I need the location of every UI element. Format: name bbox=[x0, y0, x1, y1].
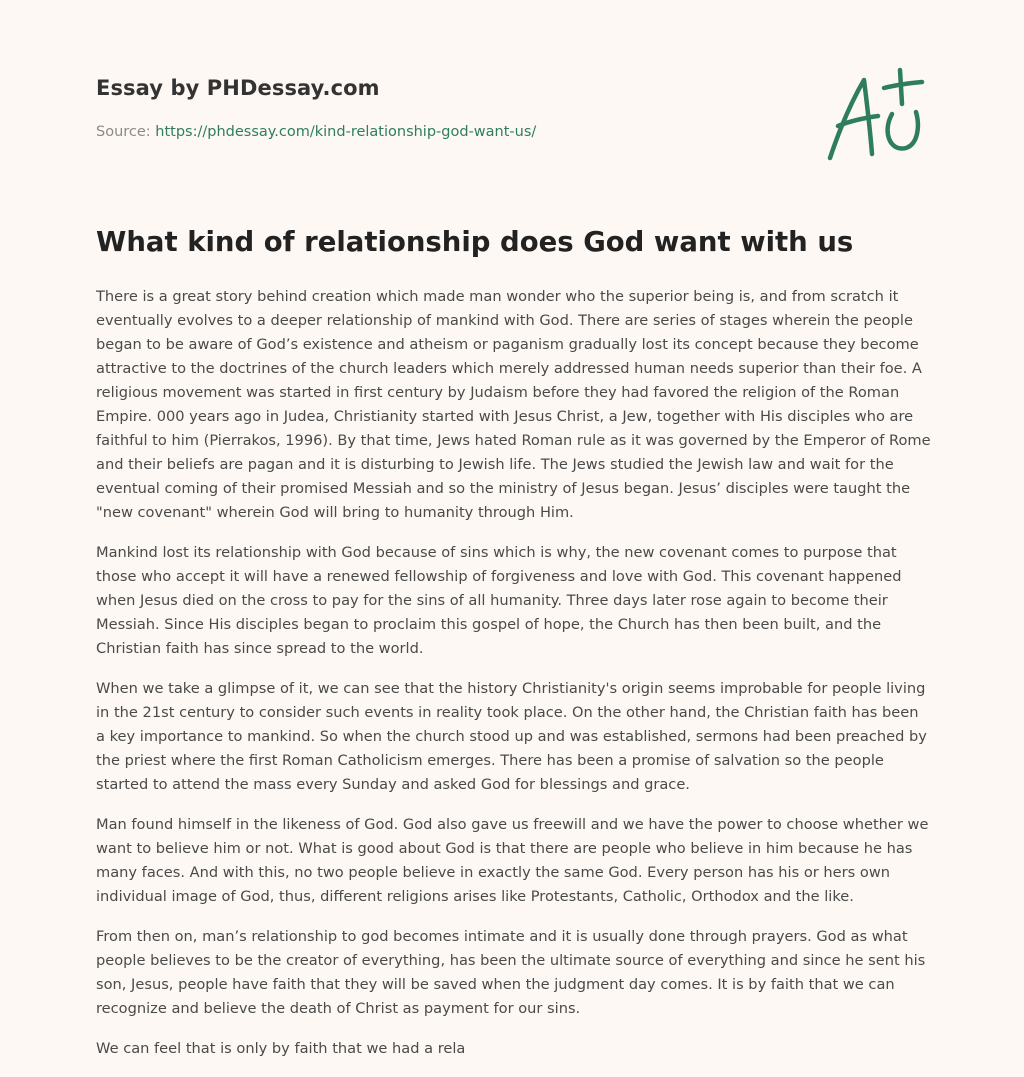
paragraph: There is a great story behind creation which made man wonder who the superior being is, and from scratch it eventually evolves to a deeper relationship of mankind with God. There are series of stages wherein the people began to be aware of God’s existence and atheism or paganism gradually lost its concept because they become attractive to the doctrines of the church leaders which merely addressed human needs superior than their foe. A religious movement was started in first century by Judaism before they had favored the religion of the Roman Empire. 000 years ago in Judea, Christianity started with Jesus Christ, a Jew, together with His disciples who are faithful to him (Pierrakos, 1996). By that time, Jews hated Roman rule as it was governed by the Emperor of Rome and their beliefs are pagan and it is disturbing to Jewish life. The Jews studied the Jewish law and wait for the eventual coming of their promised Messiah and so the ministry of Jesus began. Jesus’ disciples were taught the "new covenant" wherein God will bring to humanity through Him. bbox=[96, 288, 931, 521]
paragraph: When we take a glimpse of it, we can see that the history Christianity's origin seems improbable for people living in the 21st century to consider such events in reality took place. On the other hand, the Christian faith has been a key importance to mankind. So when the church stood up and was established, sermons had been preached by the priest where the first Roman Catholicism emerges. There has been a promise of salvation so the people started to attend the mass every Sunday and asked God for blessings and grace. bbox=[96, 680, 927, 793]
paragraph: From then on, man’s relationship to god becomes intimate and it is usually done through prayers. God as what people believes to be the creator of everything, has been the ultimate source of everything and since he sent his son, Jesus, people have faith that they will be saved when the judgment day comes. It is by faith that we can recognize and believe the death of Christ as payment for our sins. bbox=[96, 928, 926, 1017]
essay-title: What kind of relationship does God want with us bbox=[96, 226, 854, 258]
paragraph: Man found himself in the likeness of God. God also gave us freewill and we have the power to choose whether we want to believe him or not. What is good about God is that there are people who believe in him because he has many faces. And with this, no two people believe in exactly the same God. Every person has his or hers own individual image of God, thus, different religions arises like Protestants, Catholic, Orthodox and the like. bbox=[96, 816, 929, 905]
paragraph: We can feel that is only by faith that we had a rela bbox=[96, 1040, 466, 1057]
paragraph: Mankind lost its relationship with God because of sins which is why, the new covenant comes to purpose that those who accept it will have a renewed fellowship of forgiveness and love with God. This covenant happened when Jesus died on the cross to pay for the sins of all humanity. Three days later rose again to become their Messiah. Since His disciples began to proclaim this gospel of hope, the Church has then been built, and the Christian faith has since spread to the world. bbox=[96, 544, 902, 657]
a-plus-logo-icon bbox=[820, 64, 930, 164]
site-brand: Essay by PHDessay.com bbox=[96, 76, 380, 100]
source-line bbox=[96, 124, 536, 140]
source-link[interactable]: https://phdessay.com/kind-relationship-god-want-us/ bbox=[155, 124, 537, 140]
source-label: Source: bbox=[96, 124, 156, 140]
essay-body bbox=[96, 285, 932, 1077]
